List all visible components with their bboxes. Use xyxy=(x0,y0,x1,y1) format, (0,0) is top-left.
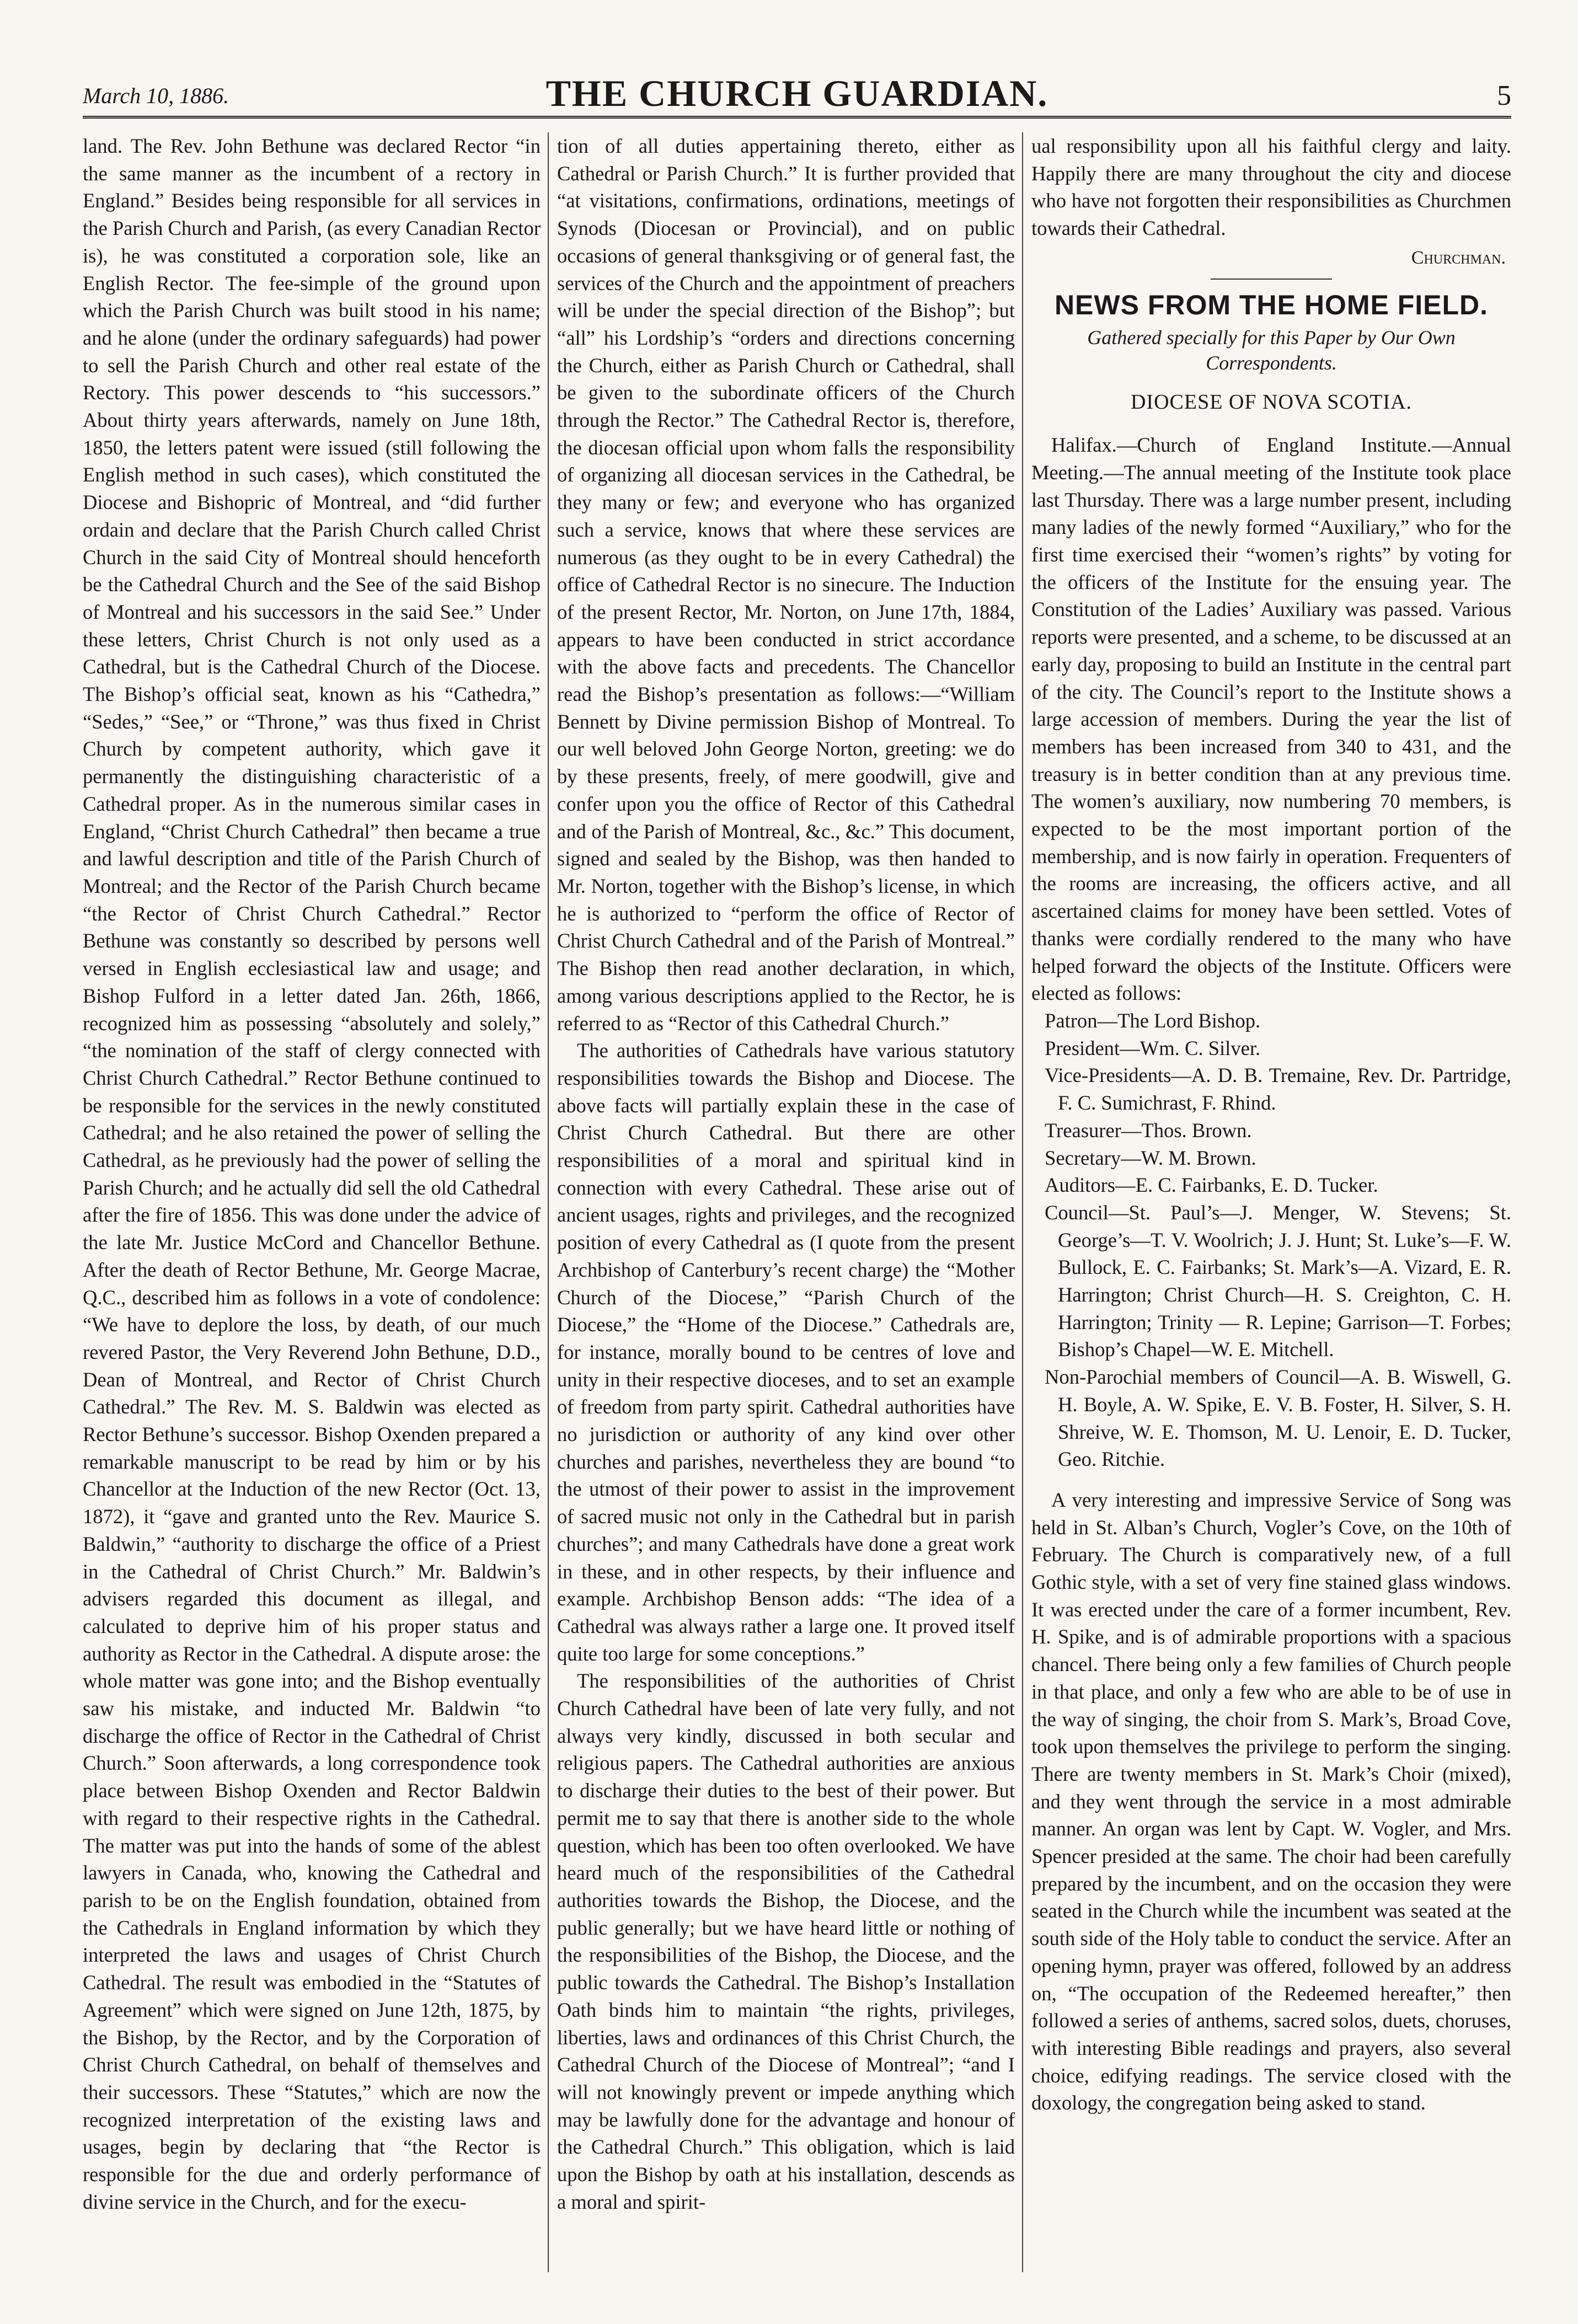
article-paragraph: tion of all duties appertaining thereto, either as Cathedral or Parish Church.” It is further provided that “at visitations, confirmations, ordinations, meetings of Synods (Diocesan or Provincial), and on public occasions of general thanksgiving or of general fast, the services of the Church and the appointment of preachers will be under the special direction of the Bishop”; but “all” his Lordship’s “orders and directions concerning the Church, either as Parish Church or Cathedral, shall be given to the subordinate officers of the Church through the Rector.” The Cathedral Rector is, therefore, the diocesan official upon whom falls the responsibility of organizing all diocesan services in the Cathedral, be they many or few; and everyone who has organized such a service, knows that where these services are numerous (as they ought to be in every Cathedral) the office of Cathedral Rector is no sinecure. The Induction of the present Rector, Mr. Norton, on June 17th, 1884, appears to have been conducted in strict accordance with the above facts and precedents. The Chancellor read the Bishop’s presentation as follows:—“William Bennett by Divine permission Bishop of Montreal. To our well beloved John George Norton, greeting: we do by these presents, freely, of mere goodwill, give and confer upon you the office of Rector of this Cathedral and of the Parish of Montreal, &c., &c.” This document, signed and sealed by the Bishop, was then handed to Mr. Norton, together with the Bishop’s license, in which he is authorized to “perform the office of Rector of Christ Church Cathedral and of the Parish of Montreal.” The Bishop then read another declaration, in which, among various descriptions applied to the Rector, he is referred to as “Rector of this Cathedral Church.” xyxy=(557,135,1015,1035)
officer-entry: Secretary—W. M. Brown. xyxy=(1045,1146,1256,1169)
article-paragraph: The responsibilities of the authorities of Christ Church Cathedral have been of late very fully, and not always very kindly, discussed in both secular and religious papers. The Cathedral authorities are anxious to discharge their duties to the best of their power. But permit me to say that there is another side to the whole question, which has been too often overlooked. We have heard much of the responsibilities of the Cathedral authorities towards the Bishop, the Diocese, and the public generally; but we have heard little or nothing of the responsibilities of the Bishop, the Diocese, and the public towards the Cathedral. The Bishop’s Installation Oath binds him to maintain “the rights, privileges, liberties, laws and ordinances of this Christ Church, the Cathedral Church of the Diocese of Montreal”; “and I will not knowingly prevent or impede anything which may be lawfully done for the advantage and honour of the Cathedral Church.” This obligation, which is laid upon the Bishop by oath at his installation, descends as a moral and spirit- xyxy=(557,1669,1015,2213)
officer-entry: President—Wm. C. Silver. xyxy=(1045,1036,1261,1059)
diocese-heading: DIOCESE OF NOVA SCOTIA. xyxy=(1130,390,1413,414)
column-1 xyxy=(83,132,541,2283)
officer-entry: Non-Parochial members of Council—A. B. Wiswell, G. H. Boyle, A. W. Spike, E. V. B. Foster, H. Silver, S. H. Shreive, W. E. Thomson, M. U. Lenoir, E. D. Tucker, Geo. Ritchie. xyxy=(1045,1366,1511,1471)
column-2 xyxy=(557,132,1015,2283)
column-rule xyxy=(548,132,549,2272)
column-3 xyxy=(1031,132,1511,2283)
issue-date: March 10, 1886. xyxy=(83,83,229,108)
officer-entry: Council—St. Paul’s—J. Menger, W. Stevens; St. George’s—T. V. Woolrich; J. J. Hunt; St. Luke’s—F. W. Bullock, E. C. Fairbanks; St. Mark’s—A. Vizard, E. R. Harrington; Christ Church—H. S. Creighton, C. H. Harrington; Trinity — R. Lepine; Garrison—T. Forbes; Bishop’s Chapel—W. E. Mitchell. xyxy=(1045,1201,1511,1361)
article-paragraph: land. The Rev. John Bethune was declared Rector “in the same manner as the incumbent of a rectory in England.” Besides being responsible for all services in the Parish Church and Parish, (as every Canadian Rector is), he was constituted a corporation sole, like an English Rector. The fee-simple of the ground upon which the Parish Church was built stood in his name; and he alone (under the ordinary safeguards) had power to sell the Parish Church and other real estate of the Rectory. This power descends to “his successors.” About thirty years afterwards, namely on June 18th, 1850, the letters patent were issued (still following the English method in such cases), which constituted the Diocese and Bishopric of Montreal, and “did further ordain and declare that the Parish Church called Christ Church in the said City of Montreal should henceforth be the Cathedral Church and the See of the said Bishop of Montreal and his successors in the said See.” Under these letters, Christ Church is not only used as a Cathedral, but is the Cathedral Church of the Diocese. The Bishop’s official seat, known as his “Cathedra,” “Sedes,” “See,” or “Throne,” was thus fixed in Christ Church by competent authority, which gave it permanently the distinguishing characteristic of a Cathedral proper. As in the numerous similar cases in England, “Christ Church Cathedral” then became a true and lawful description and title of the Parish Church of Montreal; and the Rector of the Parish Church became “the Rector of Christ Church Cathedral.” Rector Bethune was constantly so described by persons well versed in English ecclesiastical law and usage; and Bishop Fulford in a letter dated Jan. 26th, 1866, recognized him as possessing “absolutely and solely,” “the nomination of the staff of clergy connected with Christ Church Cathedral.” Rector Bethune continued to be responsible for the services in the newly constituted Cathedral; and he also retained the power of selling the Cathedral, as he previously had the power of selling the Parish Church; and he actually did sell the old Cathedral after the fire of 1856. This was done under the advice of the late Mr. Justice McCord and Chancellor Bethune. After the death of Rector Bethune, Mr. George Macrae, Q.C., described him as follows in a vote of condolence: “We have to deplore the loss, by death, of our much revered Pastor, the Very Reverend John Bethune, D.D., Dean of Montreal, and Rector of Christ Church Cathedral.” The Rev. M. S. Baldwin was elected as Rector Bethune’s successor. Bishop Oxenden prepared a remarkable manuscript to be read by him or by his Chancellor at the Induction of the new Rector (Oct. 13, 1872), it “gave and granted unto the Rev. Maurice S. Baldwin,” “authority to discharge the office of a Priest in the Cathedral of Christ Church.” Mr. Baldwin’s advisers regarded this document as illegal, and calculated to deprive him of his proper status and authority as Rector in the Cathedral. A dispute arose: the whole matter was gone into; and the Bishop eventually saw his mistake, and inducted Mr. Baldwin “to discharge the office of Rector in the Cathedral of Christ Church.” Soon afterwards, a long correspondence took place between Bishop Oxenden and Rector Baldwin with regard to their respective rights in the Cathedral. The matter was put into the hands of some of the ablest lawyers in Canada, who, knowing the Cathedral and parish to be on the English foundation, obtained from the Cathedrals in England information by which they interpreted the laws and usages of Christ Church Cathedral. The result was embodied in the “Statutes of Agreement” which were signed on June 12th, 1875, by the Bishop, by the Rector, and by the Corporation of Christ Church Cathedral, on behalf of themselves and their successors. These “Statutes,” which are now the recognized interpretation of the existing laws and usages, begin by declaring that “the Rector is responsible for the due and orderly performance of divine service in the Church, and for the execu- xyxy=(83,135,541,2213)
page-header xyxy=(83,72,1511,119)
page-number: 5 xyxy=(1497,80,1511,111)
officers-list xyxy=(1031,1007,1511,1473)
officer-entry: Patron—The Lord Bishop. xyxy=(1045,1009,1261,1032)
officer-entry: Auditors—E. C. Fairbanks, E. D. Tucker. xyxy=(1045,1174,1378,1197)
officer-entry: Treasurer—Thos. Brown. xyxy=(1045,1118,1252,1142)
officer-entry: Vice-Presidents—A. D. B. Tremaine, Rev. Dr. Partridge, F. C. Sumichrast, F. Rhind. xyxy=(1045,1064,1511,1115)
column-rule xyxy=(1022,132,1023,2272)
masthead-title: THE CHURCH GUARDIAN. xyxy=(545,72,1049,114)
article-paragraph: ual responsibility upon all his faithful clergy and laity. Happily there are many throughout the city and diocese who have not forgotten their responsibilities as Churchmen towards their Cathedral. xyxy=(1031,135,1511,240)
section-subheading: Gathered specially for this Paper by Our Own Correspondents. xyxy=(1087,326,1456,374)
news-paragraph: A very interesting and impressive Service of Song was held in St. Alban’s Church, Vogler’s Cove, on the 10th of February. The Church is comparatively new, of a full Gothic style, with a set of very fine stained glass windows. It was erected under the care of a former incumbent, Rev. H. Spike, and is of admirable proportions with a spacious chancel. There being only a few families of Church people in that place, and only a few who are able to be of use in the way of singing, the choir from S. Mark’s, Broad Cove, took upon themselves the privilege to perform the singing. There are twenty members in St. Mark’s Choir (mixed), and they went through the service in a most admirable manner. An organ was lent by Capt. W. Vogler, and Mrs. Spencer presided at the same. The choir had been carefully prepared by the incumbent, and on the occasion they were seated in the Church while the incumbent was seated at the south side of the Holy table to conduct the service. After an opening hymn, prayer was offered, followed by an address on, “The occupation of the Redeemed hereafter,” then followed a series of anthems, sacred solos, duets, choruses, with interesting Bible readings and prayers, also several choice, edifying readings. The service closed with the doxology, the congregation being asked to stand. xyxy=(1031,1488,1511,2114)
article-paragraph: The authorities of Cathedrals have various statutory responsibilities towards the Bishop and Diocese. The above facts will partially explain these in the case of Christ Church Cathedral. But there are other responsibilities of a moral and spiritual kind in connection with every Cathedral. These arise out of ancient usages, rights and privileges, and the recognized position of every Cathedral as (I quote from the present Archbishop of Canterbury’s recent charge) the “Mother Church of the Diocese,” “Parish Church of the Diocese,” the “Home of the Diocese.” Cathedrals are, for instance, morally bound to be centres of love and unity in their respective dioceses, and to set an example of freedom from party spirit. Cathedral authorities have no jurisdiction or authority of any kind over other churches and parishes, nevertheless they are bound “to the utmost of their power to assist in the improvement of sacred music not only in the Cathedral but in parish churches”; and many Cathedrals have done a great work in these, and in other respects, by their influence and example. Archbishop Benson adds: “The idea of a Cathedral was always rather a large one. It proved itself quite too large for some conceptions.” xyxy=(557,1039,1015,1665)
section-divider xyxy=(1211,279,1332,280)
section-heading: NEWS FROM THE HOME FIELD. xyxy=(1054,289,1489,320)
article-signature: Churchman. xyxy=(1411,247,1506,268)
news-paragraph: Halifax.—Church of England Institute.—Annual Meeting.—The annual meeting of the Institute took place last Thursday. There was a large number present, including many ladies of the newly formed “Auxiliary,” who for the first time exercised their “women’s rights” by voting for the officers of the Institute for the ensuing year. The Constitution of the Ladies’ Auxiliary was passed. Various reports were presented, and a scheme, to be discussed at an early day, proposing to build an Institute in the central part of the city. The Council’s report to the Institute shows a large accession of members. During the year the list of members has been increased from 340 to 431, and the treasury is in better condition than at any previous time. The women’s auxiliary, now numbering 70 members, is expected to be the most important portion of the membership, and is now fairly in operation. Frequenters of the rooms are increasing, the officers active, and all ascertained claims for money have been settled. Votes of thanks were cordially rendered to the many who have helped forward the objects of the Institute. Officers were elected as follows: xyxy=(1031,433,1511,1005)
